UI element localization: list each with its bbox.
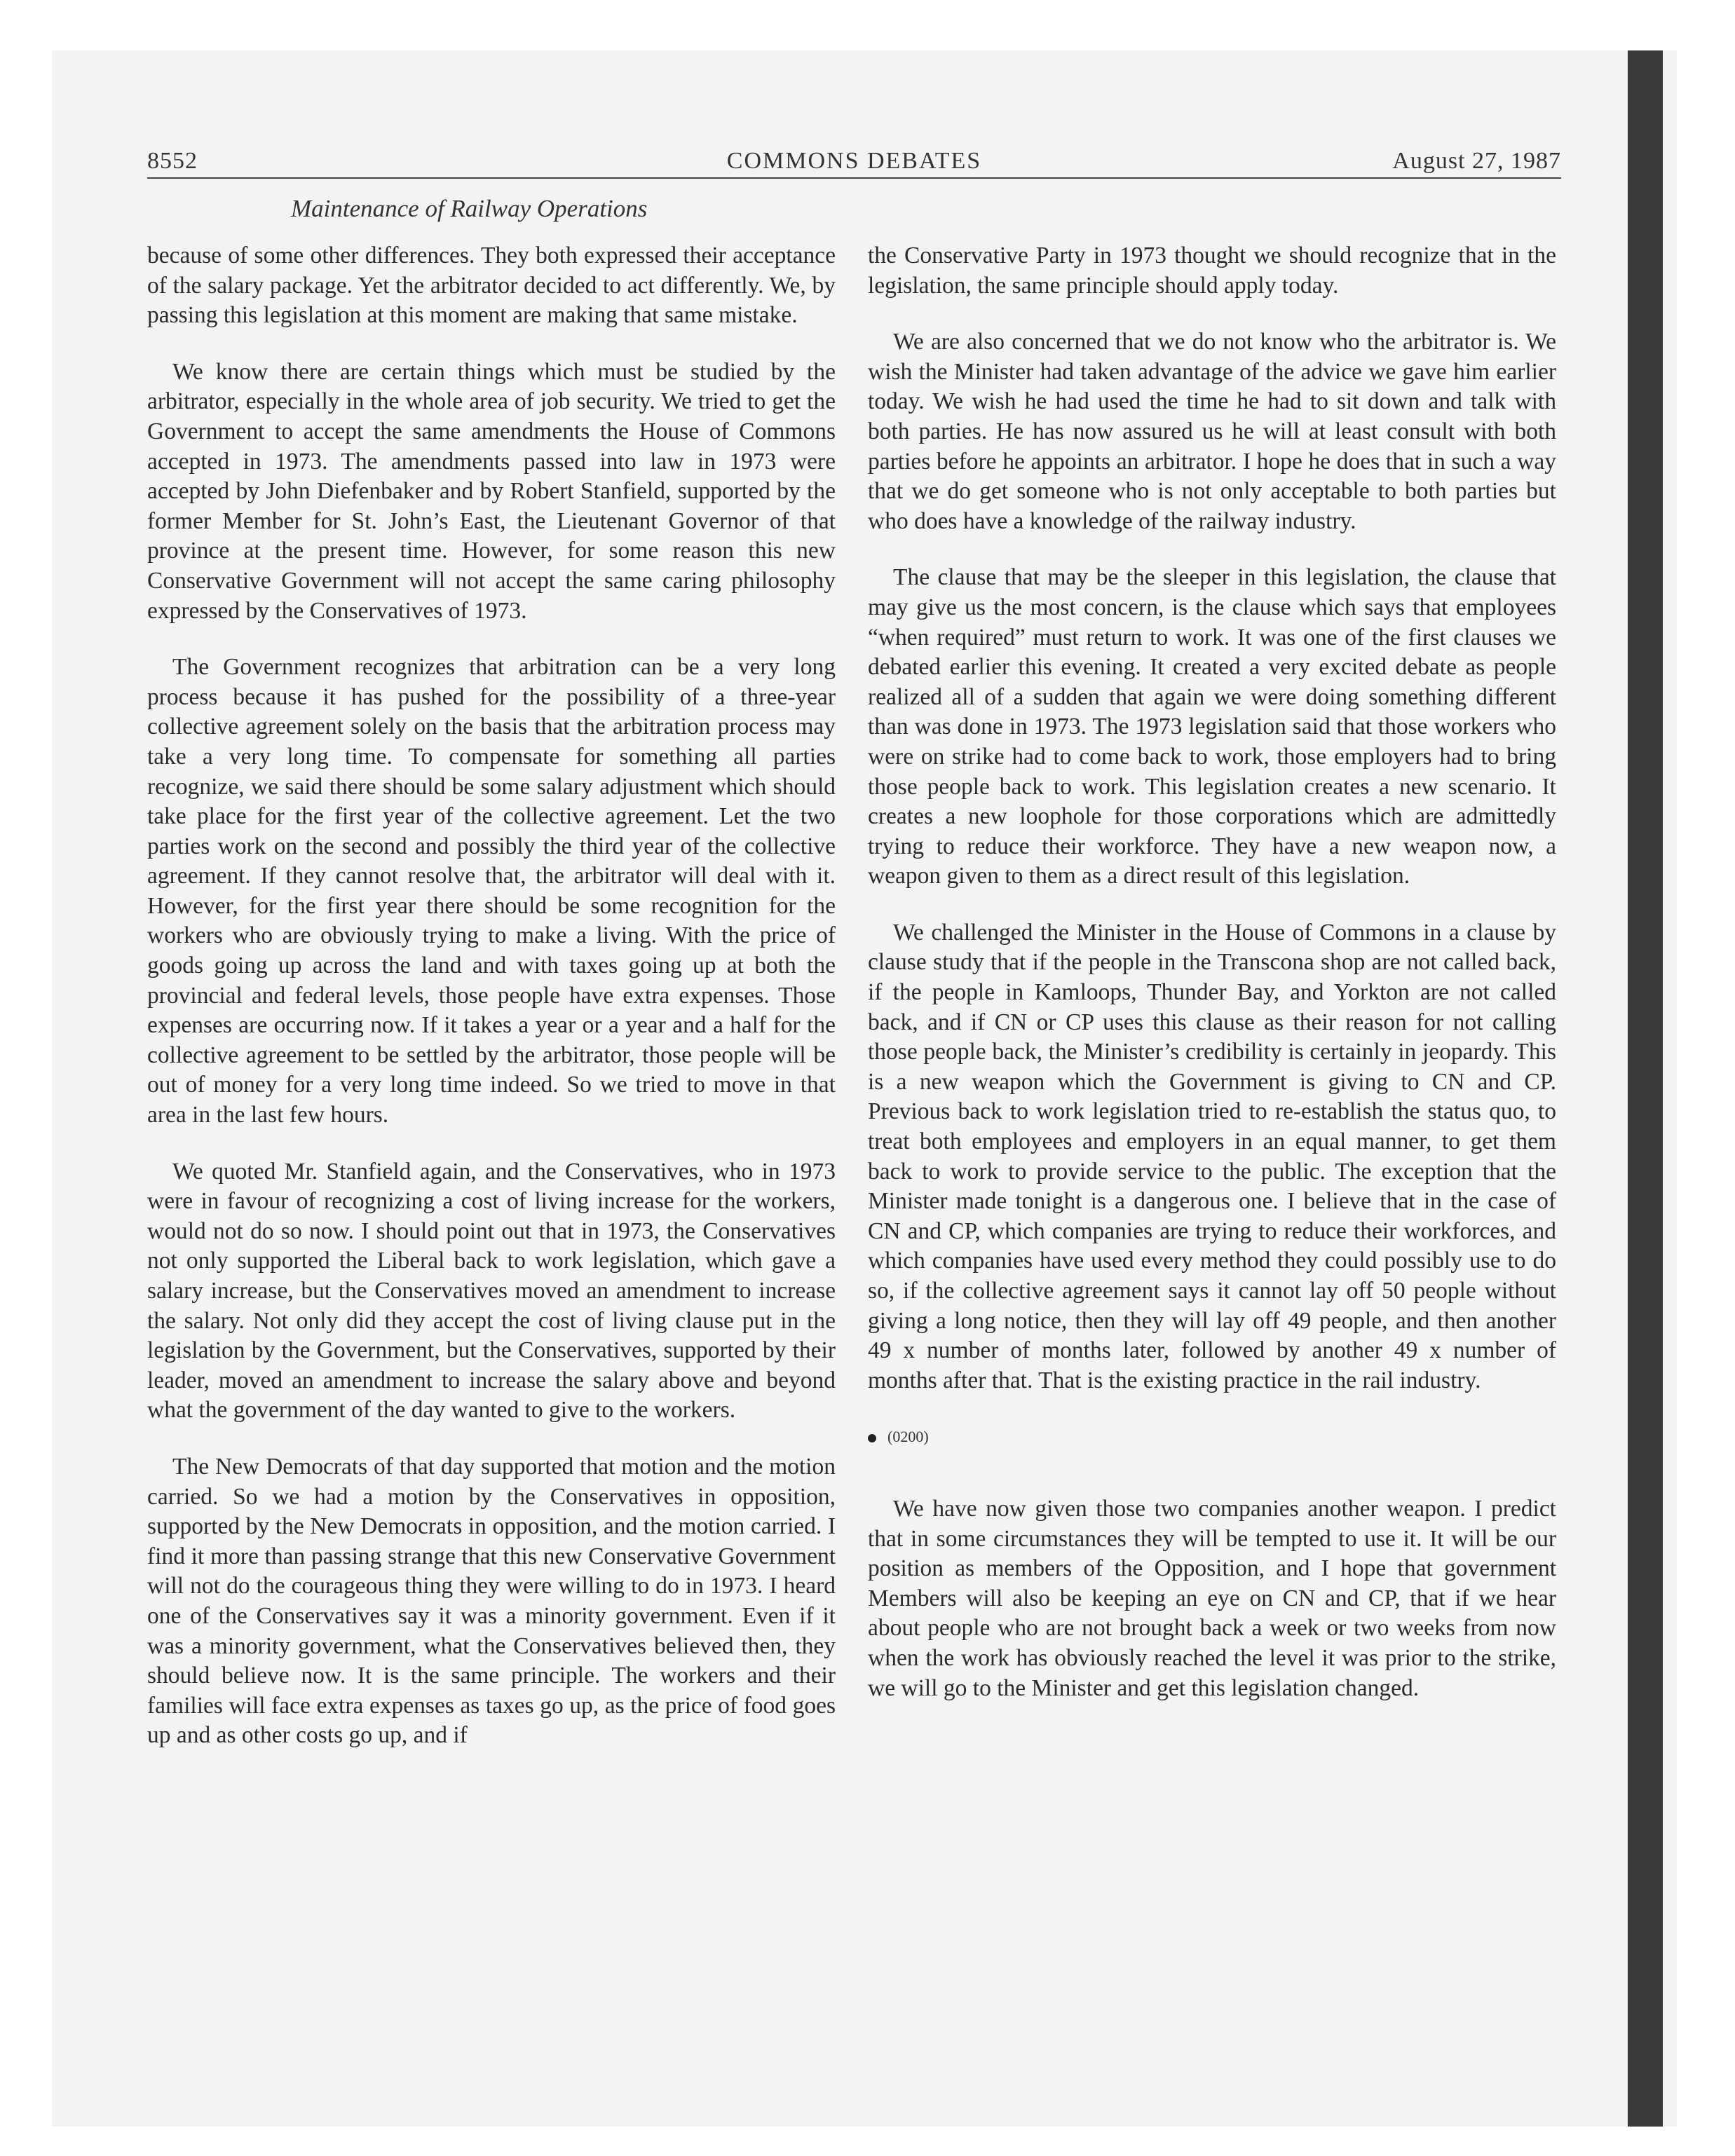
paragraph: The Government recognizes that arbitration can be a very long process because it has pushed for the possibility of a three-year collective agreement solely on the basis that the arbitration process may take a very long time. To compensate for something all parties recognize, we said there should be some salary adjustment which should take place for the first year of the collective agreement. Let the two parties work on the second and possibly the third year of the collective agreement. If they cannot resolve that, the arbitrator will deal with it. However, for the first year there should be some recognition for the workers who are obviously trying to make a living. With the price of goods going up across the land and with taxes going up at both the provincial and federal levels, those people have extra expenses. Those expenses are occurring now. If it takes a year or a year and a half for the collective agreement to be settled by the arbitrator, those people will be out of money for a very long time indeed. So we tried to move in that area in the last few hours.	[147, 654, 836, 1128]
left-column	[147, 241, 836, 1778]
publication-title: COMMONS DEBATES	[726, 148, 982, 174]
header-date: August 27, 1987	[1392, 148, 1561, 174]
page-number: 8552	[147, 148, 198, 174]
running-header	[147, 144, 1561, 179]
section-title: Maintenance of Railway Operations	[291, 195, 648, 222]
paragraph: because of some other differences. They both expressed their acceptance of the salary package. Yet the arbitrator decided to act differently. We, by passing this legislation at this moment are making that same mistake.	[147, 243, 836, 329]
paragraph: The clause that may be the sleeper in this legislation, the clause that may give us the most concern, is the clause which says that employees “when required” must return to work. It was one of the first clauses we debated earlier this evening. It created a very excited debate as people realized all of a sudden that again we were doing something different than was done in 1973. The 1973 legislation said that those workers who were on strike had to come back to work, those employers had to bring those people back to work. This legislation creates a new scenario. It creates a new loophole for those corporations which are admittedly trying to reduce their workforce. They have a new weapon now, a weapon given to them as a direct result of this legislation.	[868, 564, 1556, 889]
paragraph: The New Democrats of that day supported that motion and the motion carried. So we had a motion by the Conservatives in opposition, supported by the New Democrats in opposition, and the motion carried. I find it more than passing strange that this new Conservative Government will not do the courageous thing they were willing to do in 1973. I heard one of the Conservatives say it was a minority government. Even if it was a minority government, what the Conservatives believed then, they should believe now. It is the same principle. The workers and their families will face extra expenses as taxes go up, as the price of food goes up and as other costs go up, and if	[147, 1453, 836, 1749]
scan-edge-shadow	[1628, 50, 1663, 2127]
time-marker	[868, 1422, 1556, 1452]
bullet-dot-icon	[868, 1434, 876, 1442]
right-column	[868, 241, 1556, 1730]
paragraph: We quoted Mr. Stanfield again, and the Conservatives, who in 1973 were in favour of recognizing a cost of living increase for the workers, would not do so now. I should point out that in 1973, the Conservatives not only supported the Liberal back to work legislation, which gave a salary increase, but the Conservatives moved an amendment to increase the salary. Not only did they accept the cost of living clause put in the legislation by the Government, but the Conservatives, supported by their leader, moved an amendment to increase the salary above and beyond what the government of the day wanted to give to the workers.	[147, 1158, 836, 1424]
paragraph: We challenged the Minister in the House of Commons in a clause by clause study that if the people in the Transcona shop are not called back, if the people in Kamloops, Thunder Bay, and Yorkton are not called back, and if CN or CP uses this clause as their reason for not calling those people back, the Minister’s credibility is certainly in jeopardy. This is a new weapon which the Government is giving to CN and CP. Previous back to work legislation tried to re-establish the status quo, to treat both employees and employers in an equal manner, to get them back to work to provide service to the public. The exception that the Minister made tonight is a dangerous one. I believe that in the case of CN and CP, which companies are trying to reduce their workforces, and which companies have used every method they could possibly use to do so, if the collective agreement says it cannot lay off 50 people without giving a long notice, then they will lay off 49 people, and then another 49 x number of months later, followed by another 49 x number of months after that. That is the existing practice in the rail industry.	[868, 919, 1556, 1393]
paragraph: the Conservative Party in 1973 thought we should recognize that in the legislation, the same principle should apply today.	[868, 243, 1556, 299]
paragraph: We are also concerned that we do not know who the arbitrator is. We wish the Minister had taken advantage of the advice we gave him earlier today. We wish he had used the time he had to sit down and talk with both parties. He has now assured us he will at least consult with both parties before he appoints an arbitrator. I hope he does that in such a way that we do get someone who is not only acceptable to both parties but who does have a knowledge of the railway industry.	[868, 329, 1556, 534]
paragraph: We know there are certain things which must be studied by the arbitrator, especially in the whole area of job security. We tried to get the Government to accept the same amendments the House of Commons accepted in 1973. The amendments passed into law in 1973 were accepted by John Diefenbaker and by Robert Stanfield, supported by the former Member for St. John’s East, the Lieutenant Governor of that province at the present time. However, for some reason this new Conservative Government will not accept the same caring philosophy expressed by the Conservatives of 1973.	[147, 358, 836, 624]
time-marker-text: (0200)	[887, 1428, 929, 1446]
paragraph: We have now given those two companies another weapon. I predict that in some circumstances they will be tempted to use it. It will be our position as members of the Opposition, and I hope that government Members will also be keeping an eye on CN and CP, that if we hear about people who are not brought back a week or two weeks from now when the work has obviously reached the level it was prior to the strike, we will go to the Minister and get this legislation changed.	[868, 1495, 1556, 1701]
